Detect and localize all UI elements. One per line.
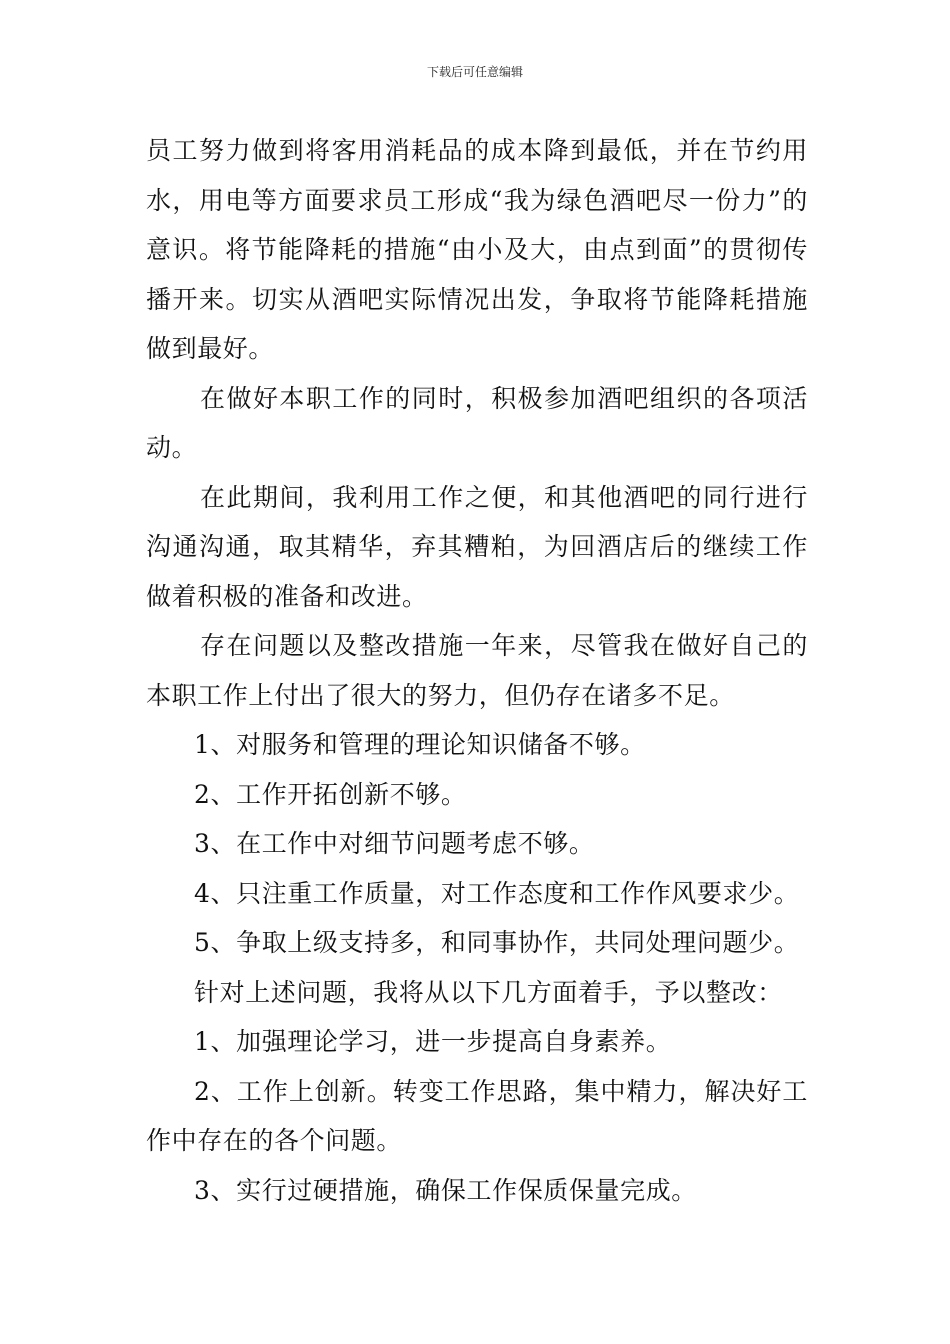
rectification-item-2: 2、工作上创新。转变工作思路，集中精力，解决好工作中存在的各个问题。 bbox=[146, 1076, 808, 1155]
rectification-item-1: 1、加强理论学习，进一步提高自身素养。 bbox=[194, 1027, 672, 1056]
problem-item-3: 3、在工作中对细节问题考虑不够。 bbox=[194, 829, 595, 858]
paragraph-communication: 在此期间，我利用工作之便，和其他酒吧的同行进行沟通沟通，取其精华，弃其糟粕，为回酒店后的继续工作做着积极的准备和改进。 bbox=[146, 482, 808, 611]
paragraph-problems-intro: 存在问题以及整改措施一年来，尽管我在做好自己的本职工作上付出了很大的努力，但仍存在诸多不足。 bbox=[146, 631, 808, 710]
problem-item-2: 2、工作开拓创新不够。 bbox=[194, 779, 467, 809]
problem-item-5: 5、争取上级支持多，和同事协作，共同处理问题少。 bbox=[194, 928, 800, 957]
document-body bbox=[146, 126, 808, 1215]
problem-item-1: 1、对服务和管理的理论知识储备不够。 bbox=[194, 730, 646, 759]
problem-item-4: 4、只注重工作质量，对工作态度和工作作风要求少。 bbox=[194, 878, 800, 908]
page-header: 下载后可任意编辑 bbox=[426, 65, 523, 79]
paragraph-activities: 在做好本职工作的同时，积极参加酒吧组织的各项活动。 bbox=[146, 383, 808, 462]
rectification-intro: 针对上述问题，我将从以下几方面着手，予以整改： bbox=[194, 977, 783, 1007]
rectification-item-3: 3、实行过硬措施，确保工作保质保量完成。 bbox=[194, 1175, 697, 1205]
paragraph-continuation: 员工努力做到将客用消耗品的成本降到最低，并在节约用水，用电等方面要求员工形成“我为绿色酒吧尽一份力”的意识。将节能降耗的措施“由小及大，由点到面”的贯彻传播开来。切实从酒吧实际情况出发，争取将节能降耗措施做到最好。 bbox=[146, 136, 808, 363]
